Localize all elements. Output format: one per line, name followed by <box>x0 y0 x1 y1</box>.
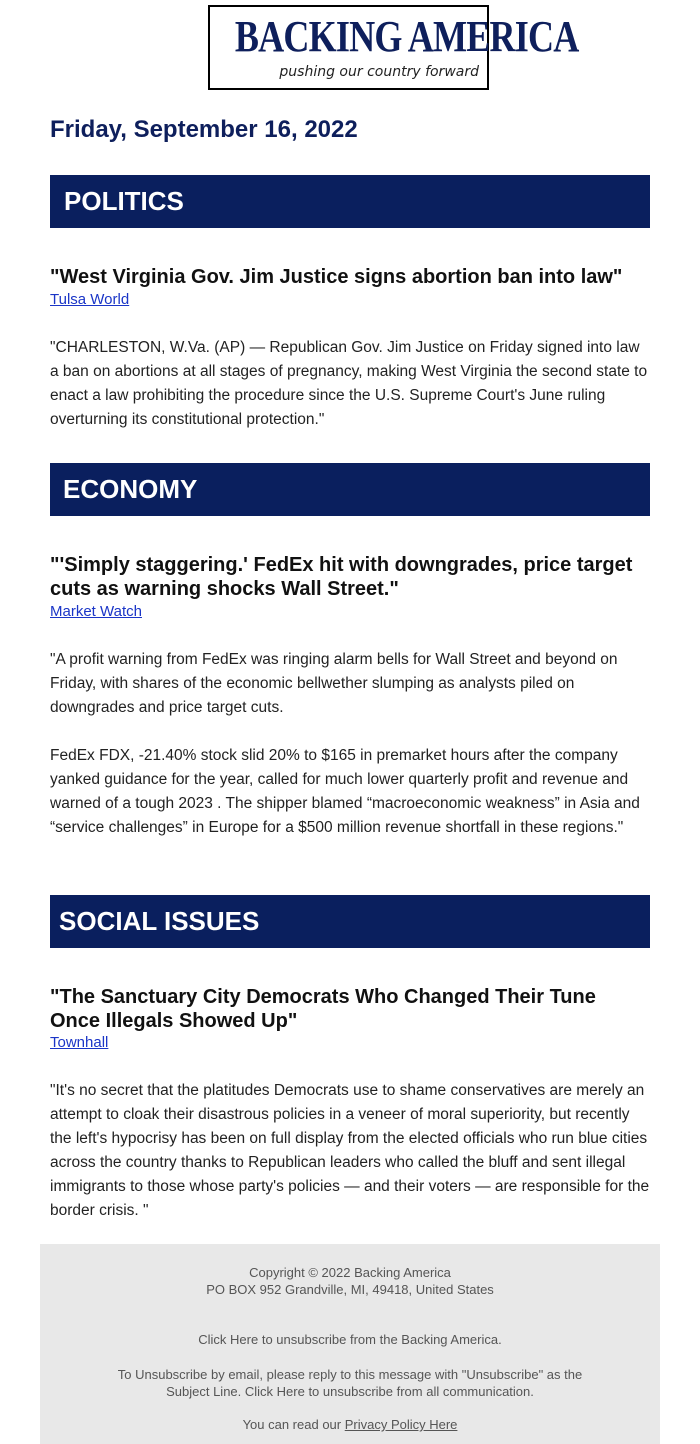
brand-logo <box>208 5 579 90</box>
logo-name: BACKING AMERICA <box>234 12 579 61</box>
privacy-line <box>40 1416 660 1433</box>
article-excerpt: "CHARLESTON, W.Va. (AP) — Republican Gov. Jim Justice on Friday signed into law a ban on abortions at all stages of pregnancy, making West Virginia the second state to enact a law prohibiting the procedure since the U.S. Supreme Court's June ruling overturning its constitutional protection." <box>50 339 648 428</box>
article-excerpt: "A profit warning from FedEx was ringing alarm bells for Wall Street and beyond on Friday, with shares of the economic bellwether slumping as analysts piled on downgrades and price target cuts. <box>50 651 618 716</box>
article-headline: "'Simply staggering.' FedEx hit with downgrades, price target cuts as warning shocks Wall Street." <box>50 554 633 600</box>
article-source-link[interactable]: Tulsa World <box>50 291 130 308</box>
footer-copyright: Copyright © 2022 Backing America <box>249 1265 451 1280</box>
article-source-link[interactable]: Market Watch <box>50 603 142 620</box>
email-footer <box>40 1244 660 1444</box>
email-unsubscribe-note: To Unsubscribe by email, please reply to this message with "Unsubscribe" as the Subject Line. Click Here to unsubscribe from all communication. <box>117 1367 583 1399</box>
section-header-economy: ECONOMY <box>50 463 650 516</box>
newsletter-date: Friday, September 16, 2022 <box>50 116 358 143</box>
logo-tagline: pushing our country forward <box>279 64 479 80</box>
article-headline: "West Virginia Gov. Jim Justice signs abortion ban into law" <box>50 266 623 288</box>
section-header-social-issues: SOCIAL ISSUES <box>50 895 650 948</box>
article-source-link[interactable]: Townhall <box>50 1034 109 1051</box>
article-excerpt: "It's no secret that the platitudes Democrats use to shame conservatives are merely an attempt to cloak their disastrous policies in a veneer of moral superiority, but recently the left's hypocrisy has been on full display from the elected officials who run blue cities across the country thanks to Republican leaders who called the bluff and sent illegal immigrants to those whose party's policies — and their voters — are responsible for the border crisis. " <box>50 1082 650 1219</box>
section-header-politics: POLITICS <box>50 175 650 228</box>
unsubscribe-link[interactable]: Click Here to unsubscribe from the Backing America. <box>198 1332 502 1347</box>
footer-address: PO BOX 952 Grandville, MI, 49418, United States <box>206 1282 494 1297</box>
privacy-policy-link[interactable]: Privacy Policy Here <box>344 1417 458 1432</box>
privacy-prefix: You can read our <box>242 1417 345 1432</box>
article-excerpt: FedEx FDX, -21.40% stock slid 20% to $165 in premarket hours after the company yanked guidance for the year, called for much lower quarterly profit and revenue and warned of a tough 2023 . The shipper blamed “macroeconomic weakness” in Asia and “service challenges” in Europe for a $500 million revenue shortfall in these regions." <box>50 747 640 836</box>
article-headline: "The Sanctuary City Democrats Who Changed Their Tune Once Illegals Showed Up" <box>50 986 596 1032</box>
